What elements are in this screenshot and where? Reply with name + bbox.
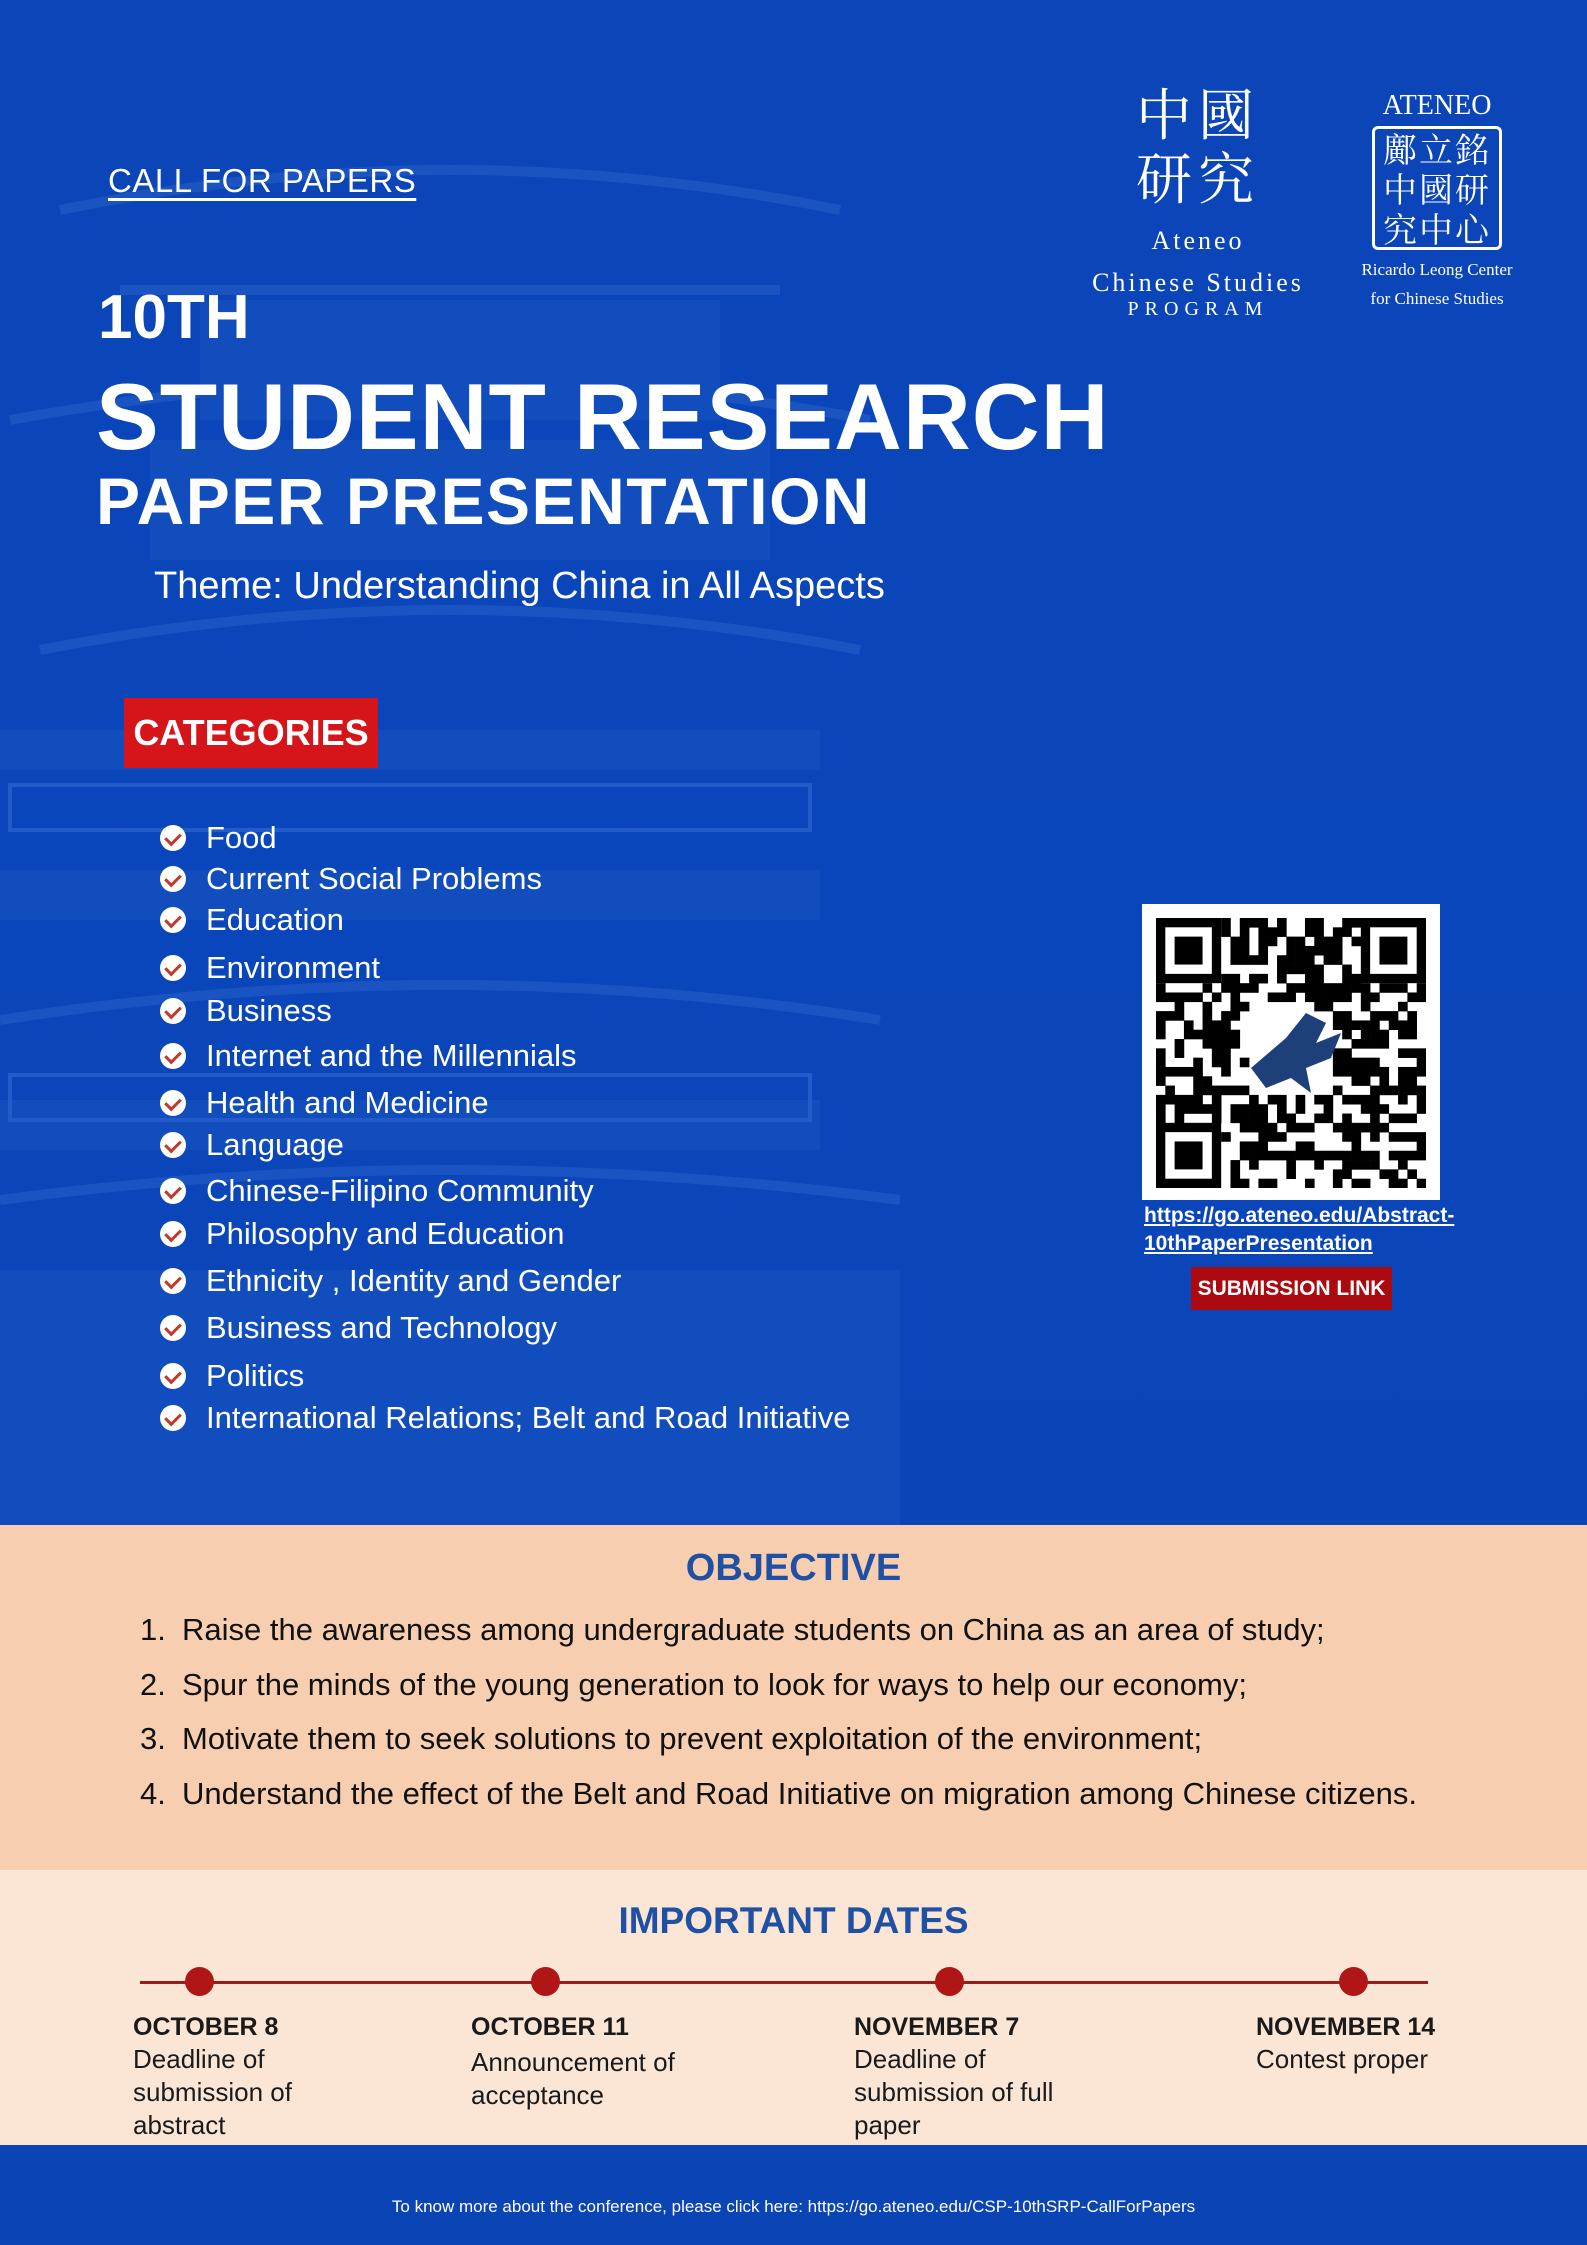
submission-url-line1[interactable]: https://go.ateneo.edu/Abstract- [1144, 1204, 1455, 1227]
category-item [160, 1358, 304, 1394]
categories-badge: CATEGORIES [124, 698, 378, 768]
checkmark-icon [160, 1315, 186, 1341]
objective-number: 2. [140, 1666, 166, 1702]
logo-en-line3: PROGRAM [1127, 298, 1269, 320]
qr-code[interactable] [1142, 904, 1440, 1200]
objective-number: 1. [140, 1612, 166, 1647]
checkmark-icon [160, 1363, 186, 1389]
submission-link-button[interactable]: SUBMISSION LINK [1191, 1267, 1392, 1310]
important-dates-section [0, 1870, 1587, 2145]
ricardo-leong-center-logo [1342, 90, 1532, 308]
date-title: OCTOBER 11 [471, 2013, 629, 2041]
eagle-logo-icon [1251, 1013, 1341, 1093]
logo-en-line1: Ateneo [1151, 226, 1245, 255]
date-description: Deadline of submission of abstract [133, 2044, 292, 2140]
qr-code-image [1156, 918, 1426, 1188]
checkmark-icon [160, 998, 186, 1024]
category-label: International Relations; Belt and Road Initiative [206, 1400, 851, 1435]
category-item [160, 861, 542, 897]
objective-text: Spur the minds of the young generation to look for ways to help our economy; [182, 1666, 1247, 1702]
checkmark-icon [160, 1221, 186, 1247]
category-item [160, 1127, 344, 1163]
category-item [160, 902, 344, 938]
category-label: Education [206, 902, 344, 937]
category-label: Politics [206, 1358, 305, 1393]
date-description: Deadline of submission of full paper [854, 2044, 1054, 2140]
category-item [160, 1310, 557, 1346]
category-item [160, 993, 332, 1029]
checkmark-icon [160, 1268, 186, 1294]
chinese-studies-program-logo [1088, 85, 1308, 321]
call-for-papers-link[interactable]: CALL FOR PAPERS [108, 162, 417, 199]
logo-cn-line1: 中國 [1136, 84, 1260, 149]
submission-url-line2[interactable]: 10thPaperPresentation [1144, 1232, 1373, 1255]
timeline-dot [935, 1967, 964, 1996]
checkmark-icon [160, 825, 186, 851]
seal-line1: 鄺立銘 [1383, 131, 1491, 171]
timeline-dot [185, 1967, 214, 1996]
objective-text: Motivate them to seek solutions to prevent exploitation of the environment; [182, 1721, 1203, 1756]
seal-line3: 究中心 [1383, 211, 1491, 251]
logo-en-line2: Chinese Studies [1092, 268, 1304, 297]
checkmark-icon [160, 1090, 186, 1116]
category-label: Chinese-Filipino Community [206, 1173, 594, 1208]
checkmark-icon [160, 1132, 186, 1158]
checkmark-icon [160, 1043, 186, 1069]
objective-number: 3. [140, 1721, 166, 1756]
checkmark-icon [160, 907, 186, 933]
date-description: Announcement of acceptance [471, 2047, 675, 2110]
theme-text: Theme: Understanding China in All Aspects [154, 565, 885, 607]
timeline-line [140, 1981, 1428, 1984]
category-label: Business [206, 993, 332, 1028]
objective-item [140, 1712, 1417, 1767]
checkmark-icon [160, 955, 186, 981]
seal-line2: 中國研 [1383, 171, 1491, 211]
submission-url-link[interactable] [1144, 1202, 1504, 1258]
objective-text: Raise the awareness among undergraduate students on China as an area of study; [182, 1612, 1325, 1647]
footer-info-link[interactable]: To know more about the conference, please click here: https://go.ateneo.edu/CSP-10thSRP-CallForPapers [391, 2197, 1196, 2216]
category-label: Food [206, 820, 277, 855]
category-label: Business and Technology [206, 1310, 558, 1345]
category-label: Health and Medicine [206, 1085, 489, 1120]
category-label: Philosophy and Education [206, 1216, 565, 1251]
date-title: NOVEMBER 14 [1256, 2013, 1436, 2041]
objective-number: 4. [140, 1775, 166, 1811]
footer [0, 2145, 1587, 2245]
objective-text: Understand the effect of the Belt and Road Initiative on migration among Chinese citizens. [182, 1775, 1417, 1811]
category-label: Internet and the Millennials [206, 1038, 577, 1073]
date-title: OCTOBER 8 [133, 2013, 279, 2041]
date-description: Contest proper [1256, 2044, 1428, 2074]
page-subtitle: PAPER PRESENTATION [96, 464, 872, 538]
center-seal [1372, 126, 1502, 250]
category-item [160, 1038, 577, 1074]
objective-title: OBJECTIVE [685, 1547, 902, 1589]
checkmark-icon [160, 1405, 186, 1431]
objective-item [140, 1658, 1417, 1713]
category-label: Language [206, 1127, 344, 1162]
objective-list [140, 1603, 1417, 1821]
checkmark-icon [160, 1178, 186, 1204]
category-item [160, 1216, 564, 1252]
page-title: STUDENT RESEARCH [96, 364, 1110, 469]
category-item [160, 1400, 851, 1436]
center-sub-line2: for Chinese Studies [1370, 289, 1504, 308]
timeline-dot [531, 1967, 560, 1996]
category-item [160, 1263, 621, 1299]
timeline-dot [1339, 1967, 1368, 1996]
objective-item [140, 1767, 1417, 1822]
category-label: Environment [206, 950, 381, 985]
category-item [160, 950, 380, 986]
edition-label: 10TH [98, 283, 250, 352]
category-item [160, 1173, 594, 1209]
center-sub-line1: Ricardo Leong Center [1361, 260, 1513, 279]
category-item [160, 1085, 489, 1121]
objective-item [140, 1603, 1417, 1658]
date-title: NOVEMBER 7 [854, 2013, 1020, 2041]
category-label: Current Social Problems [206, 861, 542, 896]
objective-section [0, 1525, 1587, 1870]
checkmark-icon [160, 866, 186, 892]
center-name: ATENEO [1382, 90, 1492, 121]
category-label: Ethnicity , Identity and Gender [206, 1263, 622, 1298]
category-item [160, 820, 277, 856]
important-dates-title: IMPORTANT DATES [618, 1900, 969, 1941]
logo-cn-line2: 研究 [1136, 148, 1260, 213]
